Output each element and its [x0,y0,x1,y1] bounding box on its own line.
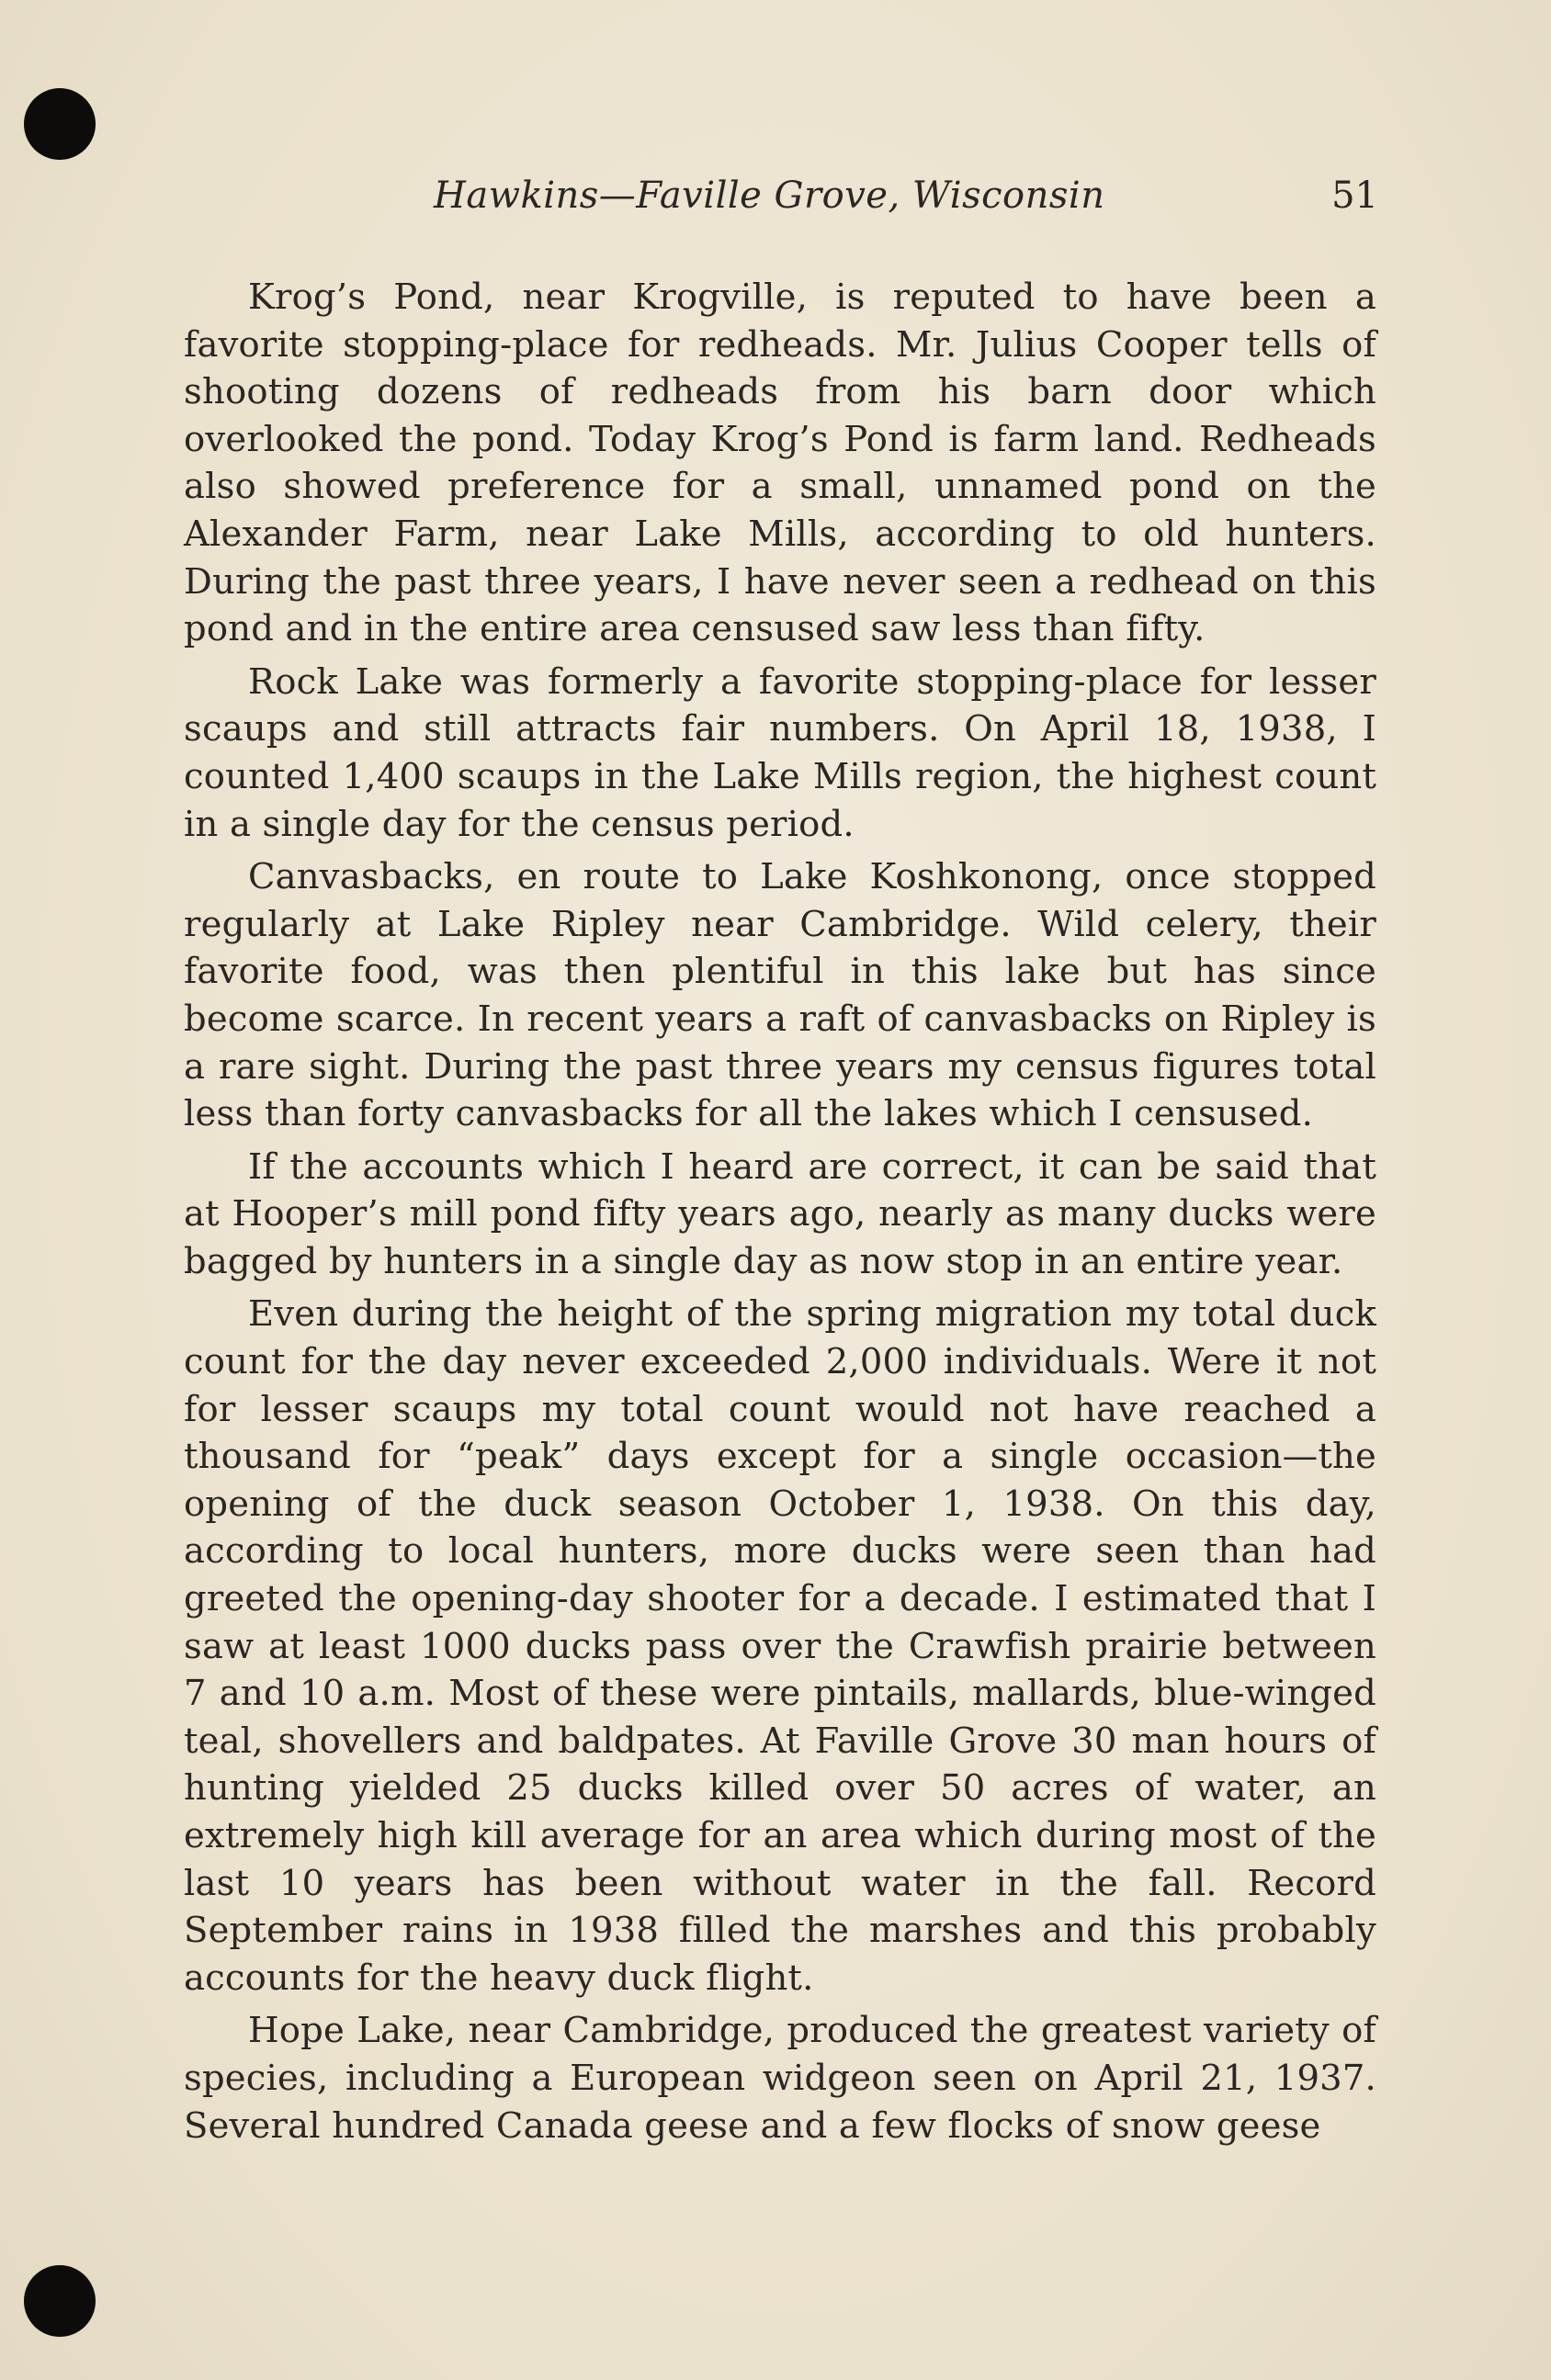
paragraph-canvasbacks: Canvasbacks, en route to Lake Koshkonong, once stopped regularly at Lake Ripley near Cambridge. Wild celery, their favorite food, was then plentiful in this lake but has since become scarce. In recent years a raft of canvasbacks on Ripley is a rare sight. During the past three years my census figures total less than forty canvasbacks for all the lakes which I censused. [184,856,1376,1135]
running-head [184,175,1378,230]
body-text [184,274,1376,2155]
binding-hole-bottom [24,2265,96,2337]
paragraph-spring-migration: Even during the height of the spring migration my total duck count for the day never exceeded 2,000 individuals. Were it not for lesser scaups my total count would not have reached a thousand for “peak” days except for a single occasion—the opening of the duck season October 1, 1938. On this day, according to local hunters, more ducks were seen than had greeted the opening-day shooter for a decade. I estimated that I saw at least 1000 ducks pass over the Crawfish prairie between 7 and 10 a.m. Most of these were pintails, mallards, blue-winged teal, shovellers and baldpates. At Faville Grove 30 man hours of hunting yielded 25 ducks killed over 50 acres of water, an extremely high kill average for an area which during most of the last 10 years has been without water in the fall. Record September rains in 1938 filled the marshes and this probably accounts for the heavy duck flight. [184,1293,1376,1999]
paragraph-krogs-pond: Krog’s Pond, near Krogville, is reputed to have been a favorite stopping-place for redheads. Mr. Julius Cooper tells of shooting dozens of redheads from his barn door which overlooked the pond. Today Krog’s Pond is farm land. Redheads also showed preference for a small, unnamed pond on the Alexander Farm, near Lake Mills, according to old hunters. During the past three years, I have never seen a redhead on this pond and in the entire area censused saw less than fifty. [184,276,1376,650]
paragraph-hope-lake: Hope Lake, near Cambridge, produced the greatest variety of species, including a European widgeon seen on April 21, 1937. Several hundred Canada geese and a few flocks of snow geese [184,2010,1376,2147]
paragraph-hoopers-mill-pond: If the accounts which I heard are correct, it can be said that at Hooper’s mill pond fifty years ago, nearly as many ducks were bagged by hunters in a single day as now stop in an entire year. [184,1145,1376,1282]
binding-hole-top [24,88,96,160]
running-title: Hawkins—Faville Grove, Wisconsin [434,175,1105,217]
page-number: 51 [1331,175,1378,217]
paragraph-rock-lake: Rock Lake was formerly a favorite stopping-place for lesser scaups and still attracts fair numbers. On April 18, 1938, I counted 1,400 scaups in the Lake Mills region, the highest count in a single day for the census period. [184,660,1376,845]
